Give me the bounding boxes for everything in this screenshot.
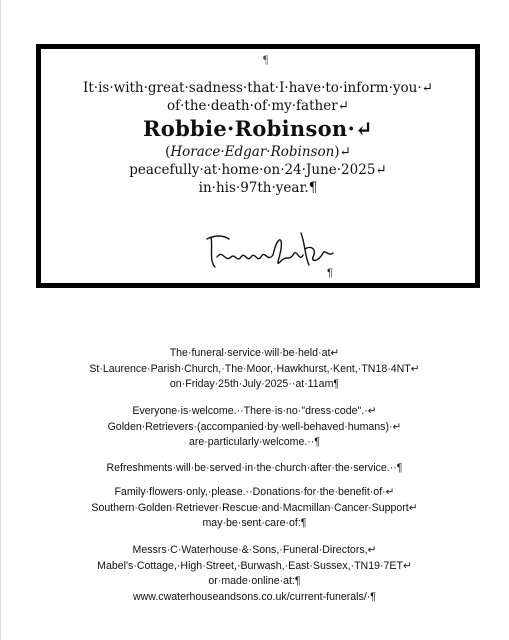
refreshments-paragraph [0, 461, 509, 477]
service-line: The·funeral·service·will·be·held·at↵ [169, 347, 340, 359]
paren-open: ( [165, 144, 171, 160]
notice-line-2: of·the·death·of·my·father↵ [167, 98, 349, 114]
notice-line-1: It·is·with·great·sadness·that·I·have·to·inform·you·↵ [83, 80, 433, 96]
refreshments-line: Refreshments·will·be·served·in·the·church·after·the·service.··¶ [106, 462, 403, 474]
service-line: St·Laurence·Parish·Church,·The·Moor,·Hawkhurst,·Kent,·TN18·4NT↵ [89, 362, 420, 375]
directors-line: or·made·online·at:¶ [208, 575, 301, 587]
website-link[interactable]: www.cwaterhouseandsons.co.uk/current-funerals/·¶ [133, 590, 376, 603]
handwritten-signature [201, 227, 341, 275]
flowers-line: Southern·Golden·Retriever·Rescue·and·Macmillan·Cancer·Support↵ [91, 501, 418, 514]
deceased-name: Robbie·Robinson·↵ [143, 116, 373, 141]
date-of-death-line: peacefully·at·home·on·24·June·2025↵ [129, 162, 387, 178]
service-line: on·Friday·25th·July·2025··at·11am¶ [169, 378, 340, 390]
text-cursor: ¶ [263, 52, 269, 66]
flowers-line: Family·flowers·only,·please.··Donations·for·the·benefit·of·↵ [114, 486, 395, 498]
welcome-details [0, 404, 509, 451]
flowers-line: may·be·sent·care·of:¶ [202, 517, 307, 529]
funeral-directors-details [0, 543, 509, 605]
welcome-line: are·particularly·welcome.··¶ [188, 436, 321, 448]
death-notice-box [36, 44, 480, 288]
welcome-line: Everyone·is·welcome.··There·is·no·"dress·code".·↵ [132, 405, 377, 417]
flowers-details [0, 485, 509, 532]
flowers-paragraph [0, 485, 509, 532]
age-line: in·his·97th·year.¶ [198, 180, 318, 196]
service-paragraph [0, 346, 509, 393]
directors-paragraph [0, 543, 509, 605]
paren-close: )↵ [334, 144, 351, 160]
full-name-line [41, 143, 475, 161]
directors-line: Mabel's·Cottage,·High·Street,·Burwash,·East·Sussex,·TN19·7ET↵ [97, 559, 412, 572]
service-details [0, 346, 509, 393]
welcome-paragraph [0, 404, 509, 451]
welcome-line: Golden·Retrievers·(accompanied·by·well-behaved·humans)·↵ [107, 420, 402, 433]
directors-line: Messrs·C·Waterhouse·&·Sons,·Funeral·Directors,↵ [132, 544, 377, 556]
signature-paragraph-mark: ¶ [327, 267, 333, 279]
refreshments-details [0, 461, 509, 477]
full-name: Horace·Edgar·Robinson [170, 144, 335, 160]
notice-text [41, 79, 475, 197]
